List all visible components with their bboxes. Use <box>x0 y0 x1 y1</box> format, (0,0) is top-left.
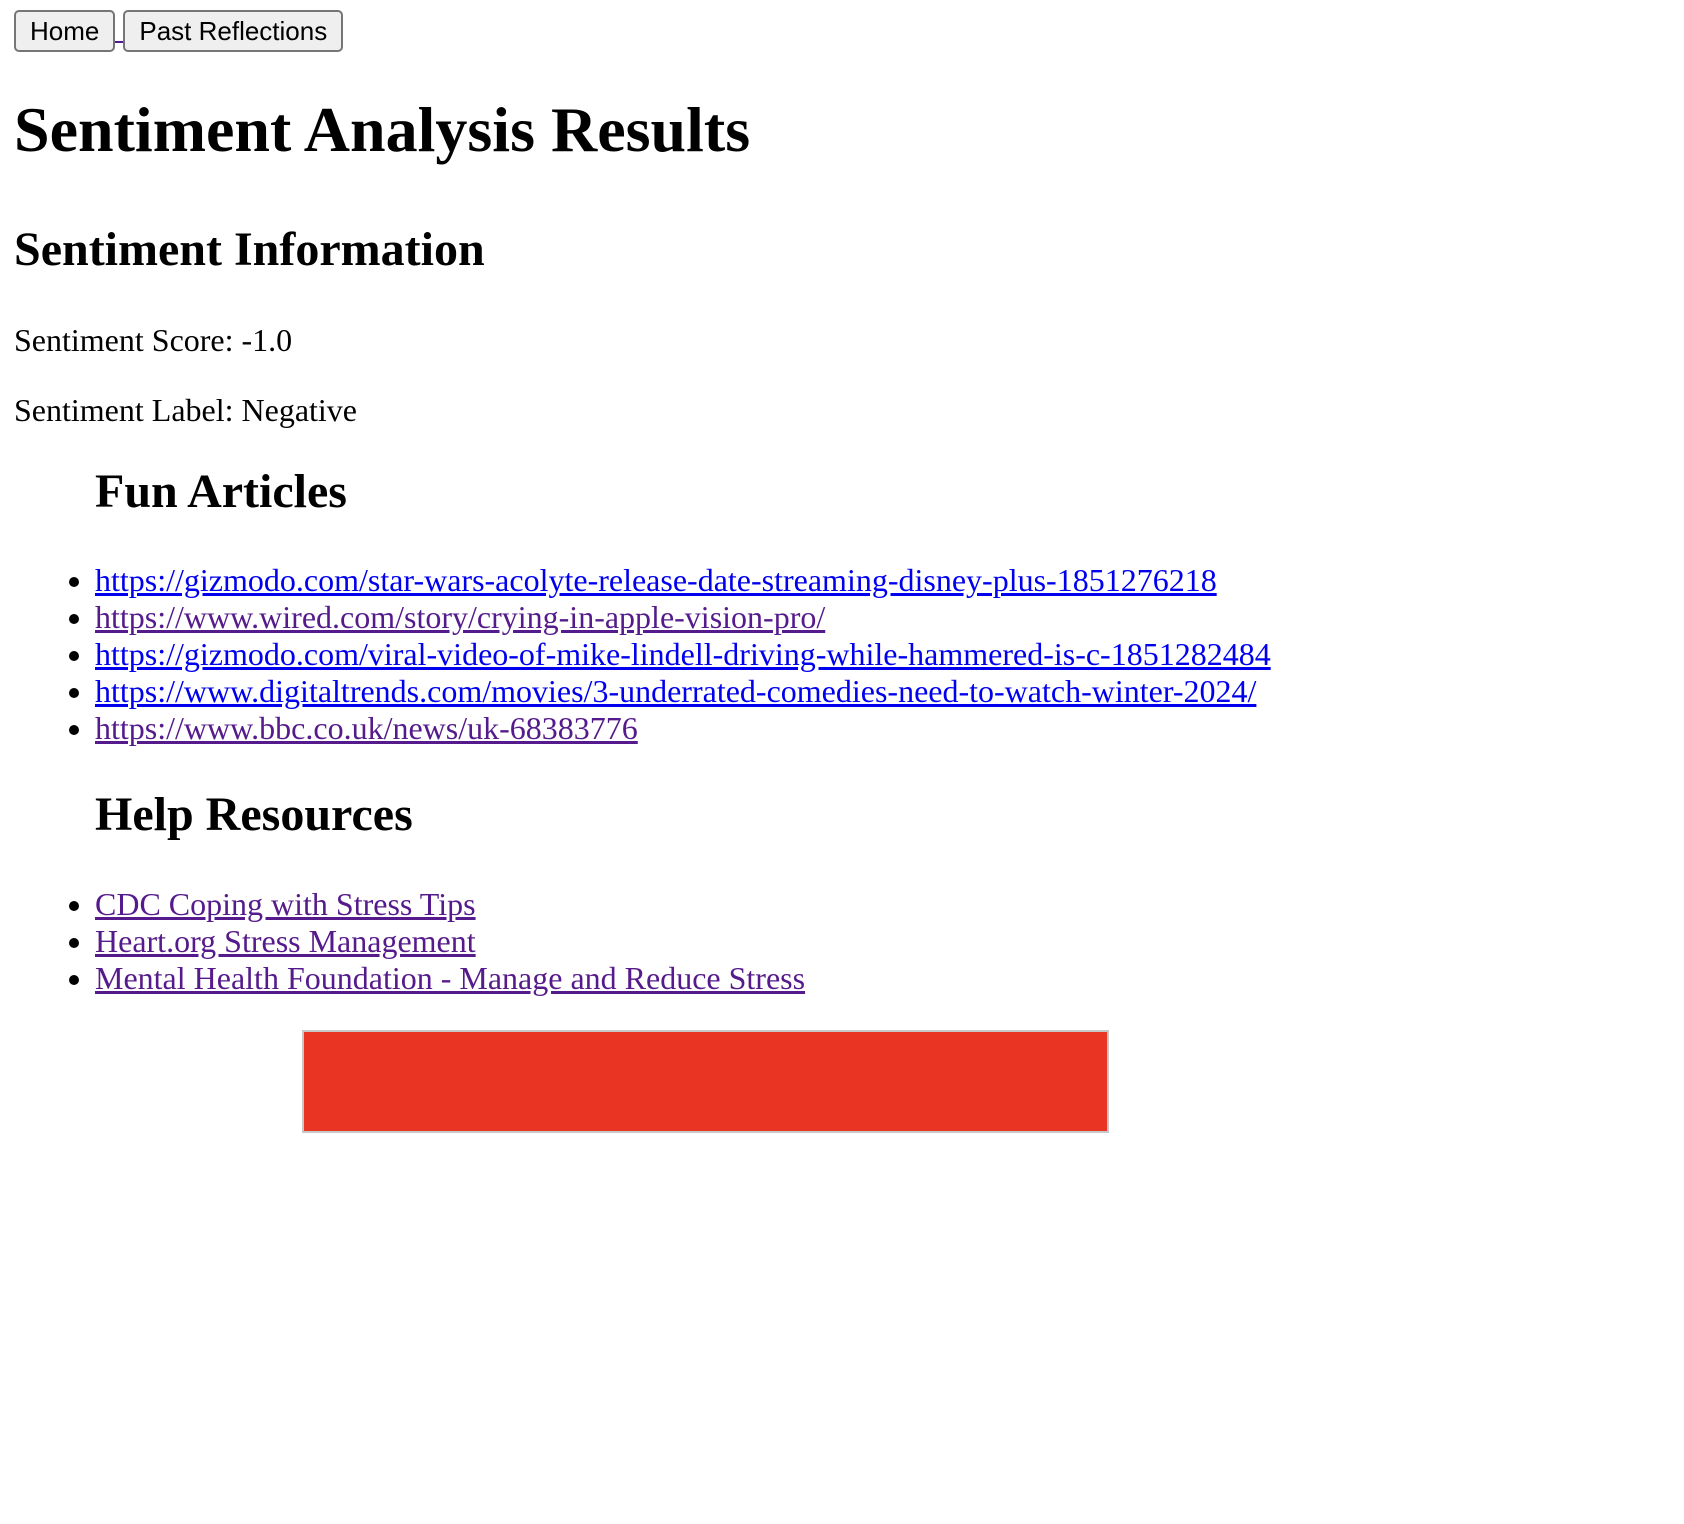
list-item <box>95 673 1271 710</box>
list-item <box>95 562 1271 599</box>
list-item <box>95 599 1271 636</box>
article-link[interactable]: https://www.digitaltrends.com/movies/3-underrated-comedies-need-to-watch-winter-2024/ <box>95 673 1257 709</box>
home-link[interactable] <box>14 10 115 52</box>
help-resources-list <box>95 886 805 997</box>
past-reflections-button[interactable]: Past Reflections <box>123 10 343 52</box>
fun-articles-heading: Fun Articles <box>95 465 347 518</box>
article-link[interactable]: https://gizmodo.com/viral-video-of-mike-lindell-driving-while-hammered-is-c-1851282484 <box>95 636 1271 672</box>
page <box>14 10 1684 996</box>
article-link[interactable]: https://gizmodo.com/star-wars-acolyte-release-date-streaming-disney-plus-1851276218 <box>95 562 1217 598</box>
list-item <box>95 710 1271 747</box>
home-button[interactable]: Home <box>14 10 115 52</box>
sentiment-label: Sentiment Label: Negative <box>14 392 357 428</box>
red-banner <box>302 1030 1109 1133</box>
page-title: Sentiment Analysis Results <box>14 94 751 165</box>
past-reflections-link[interactable] <box>123 10 343 52</box>
list-item <box>95 886 805 923</box>
list-item <box>95 636 1271 673</box>
list-item <box>95 960 805 997</box>
article-link[interactable]: https://www.bbc.co.uk/news/uk-68383776 <box>95 710 638 746</box>
resource-link[interactable]: Mental Health Foundation - Manage and Reduce Stress <box>95 960 806 996</box>
article-link[interactable]: https://www.wired.com/story/crying-in-apple-vision-pro/ <box>95 599 826 635</box>
resource-link[interactable]: CDC Coping with Stress Tips <box>95 886 476 922</box>
list-item <box>95 923 805 960</box>
nav-link-underline <box>115 10 123 43</box>
sentiment-information-heading: Sentiment Information <box>14 223 485 276</box>
sentiment-score: Sentiment Score: -1.0 <box>14 322 293 358</box>
resource-link[interactable]: Heart.org Stress Management <box>95 923 476 959</box>
help-resources-heading: Help Resources <box>95 788 413 841</box>
fun-articles-list <box>95 562 1271 747</box>
top-nav <box>14 10 1684 54</box>
